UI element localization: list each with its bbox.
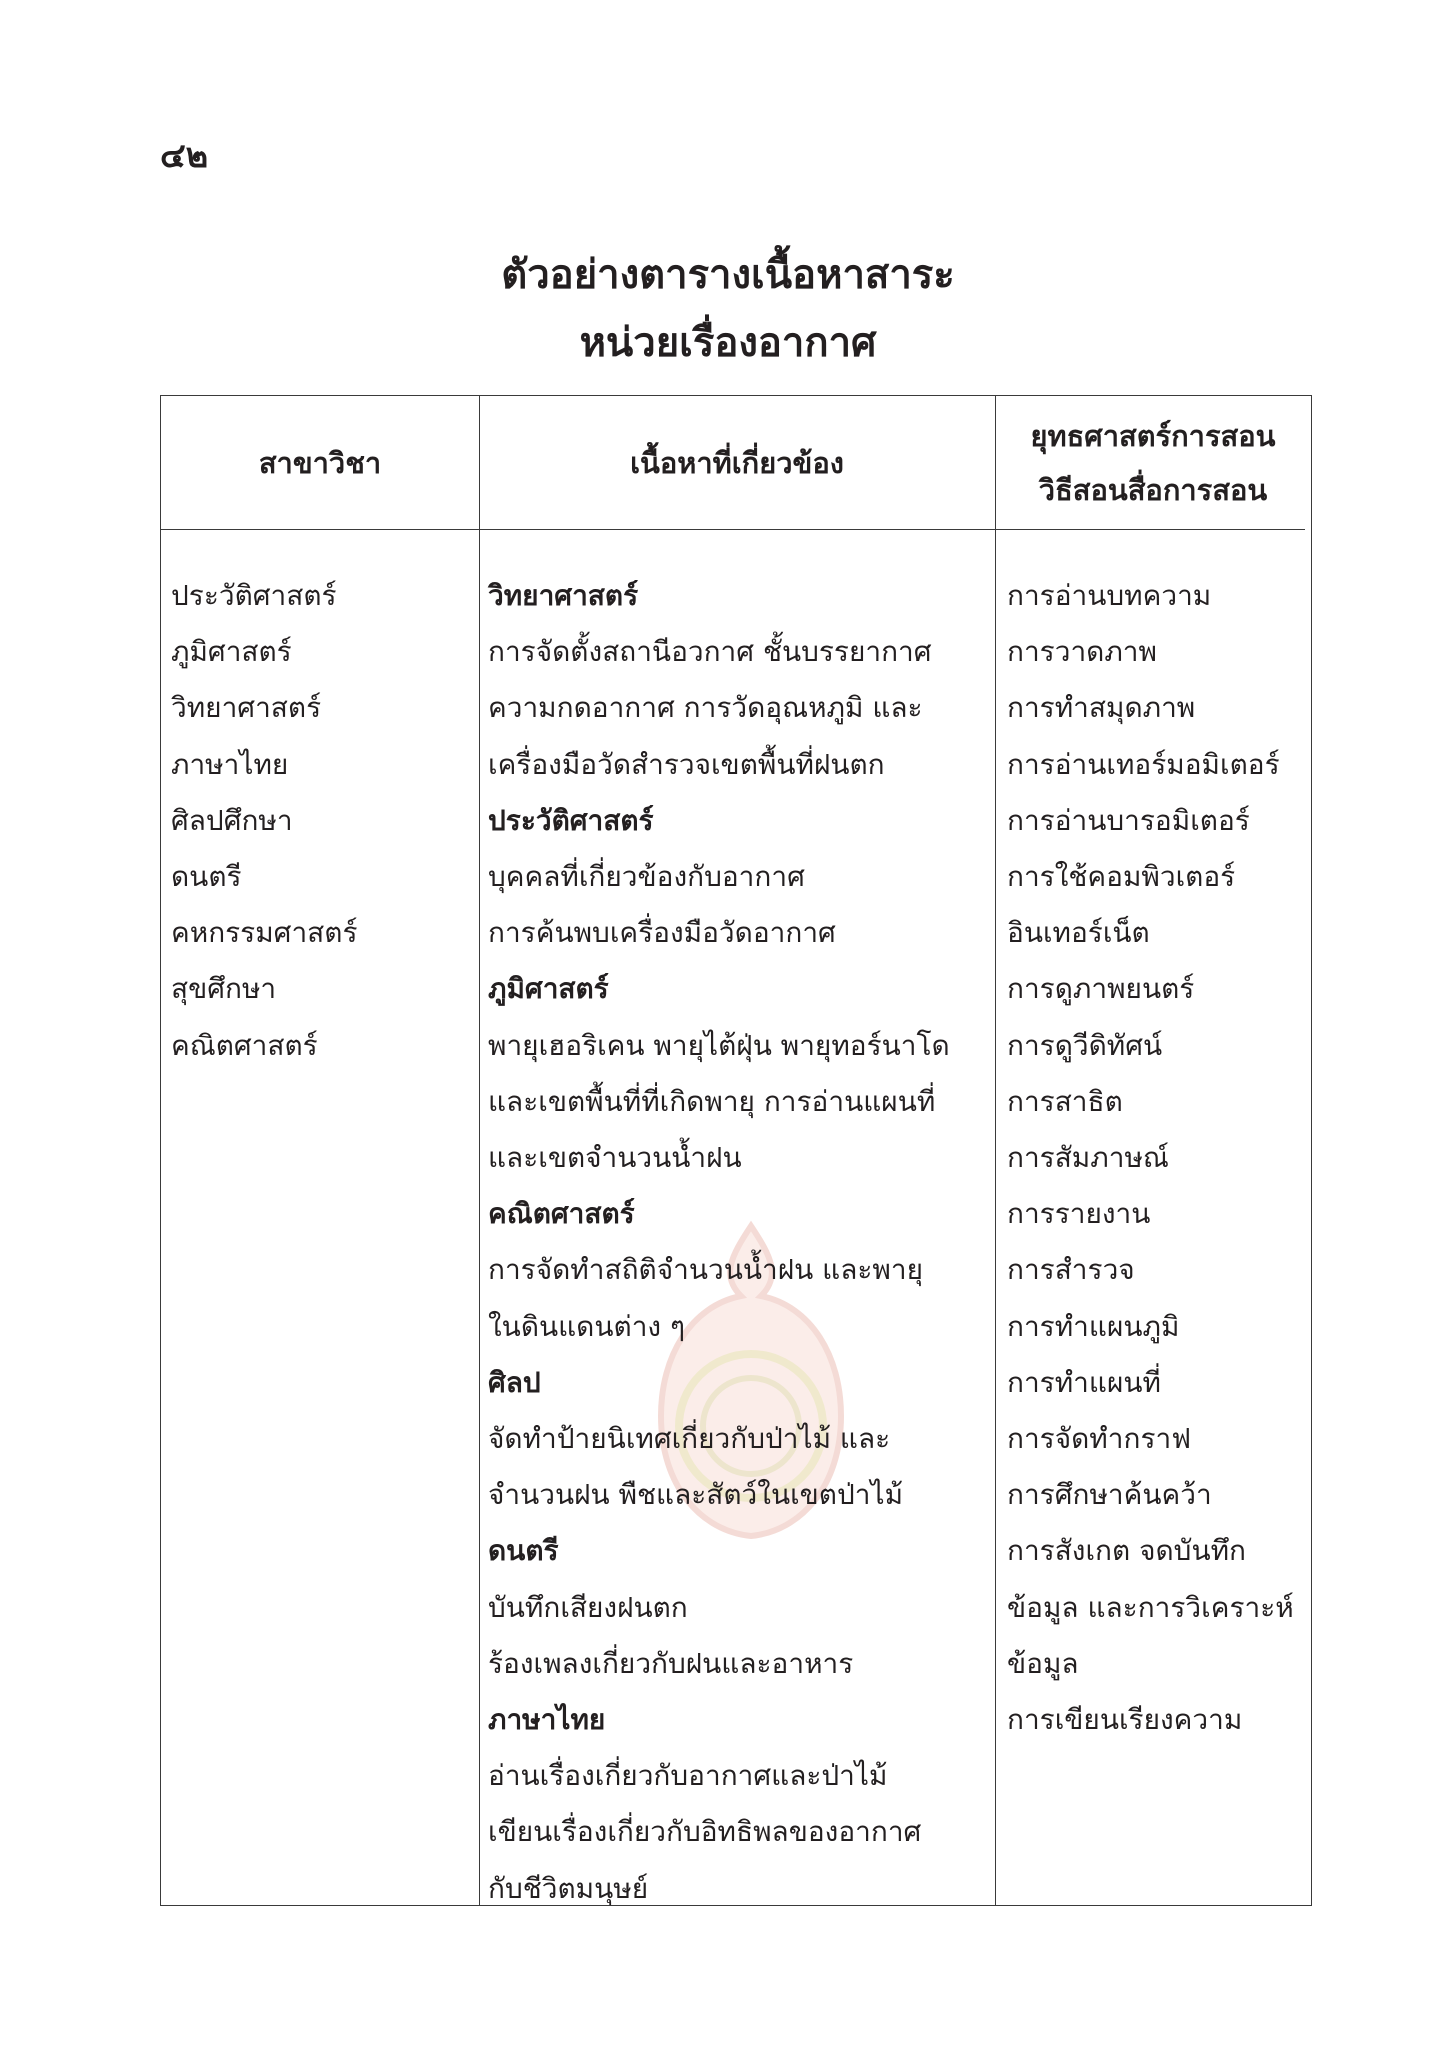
subject-item: ภาษาไทย: [171, 747, 289, 781]
subject-item: วิทยาศาสตร์: [171, 691, 322, 725]
strategy-item: การดูวีดิทัศน์: [1007, 1028, 1163, 1062]
strategy-item: อินเทอร์เน็ต: [1007, 916, 1150, 950]
header-divider: [161, 529, 1305, 530]
header-strategy-line1: ยุทธศาสตร์การสอน: [1030, 418, 1276, 453]
content-heading: ภูมิศาสตร์: [488, 972, 609, 1006]
content-heading: ประวัติศาสตร์: [488, 803, 654, 837]
strategy-item: การศึกษาค้นคว้า: [1007, 1478, 1212, 1512]
subject-item: คหกรรมศาสตร์: [171, 916, 358, 950]
column-divider: [995, 396, 996, 1905]
strategy-item: การจัดทำกราฟ: [1007, 1422, 1192, 1456]
content-line: พายุเฮอริเคน พายุไต้ฝุ่น พายุทอร์นาโด: [488, 1028, 950, 1062]
header-subject-label: สาขาวิชา: [258, 445, 382, 480]
strategy-item: การสาธิต: [1007, 1084, 1123, 1118]
content-line: และเขตจำนวนน้ำฝน: [488, 1141, 742, 1175]
page-number: ๔๒: [160, 136, 209, 176]
strategy-item: การสังเกต จดบันทึก: [1007, 1534, 1246, 1568]
content-heading: ภาษาไทย: [488, 1703, 606, 1737]
header-content: [479, 396, 995, 529]
content-heading: ศิลป: [488, 1365, 541, 1399]
content-line: ความกดอากาศ การวัดอุณหภูมิ และ: [488, 691, 923, 725]
subject-item: คณิตศาสตร์: [171, 1028, 318, 1062]
content-line: จัดทำป้ายนิเทศเกี่ยวกับป่าไม้ และ: [488, 1422, 891, 1456]
strategy-item: การสำรวจ: [1007, 1253, 1135, 1287]
content-line: บันทึกเสียงฝนตก: [488, 1590, 688, 1624]
subject-item: ประวัติศาสตร์: [171, 579, 337, 612]
strategy-item: การดูภาพยนตร์: [1007, 972, 1195, 1006]
content-line: และเขตพื้นที่ที่เกิดพายุ การอ่านแผนที่: [488, 1084, 936, 1118]
strategy-item: การอ่านเทอร์มอมิเตอร์: [1007, 747, 1280, 781]
content-heading: วิทยาศาสตร์: [488, 579, 639, 612]
content-heading: ดนตรี: [488, 1534, 559, 1568]
strategy-item: การทำสมุดภาพ: [1007, 691, 1196, 725]
strategy-item: การใช้คอมพิวเตอร์: [1007, 860, 1236, 894]
strategy-item: การอ่านบารอมิเตอร์: [1007, 803, 1250, 837]
content-line: เขียนเรื่องเกี่ยวกับอิทธิพลของอากาศ: [488, 1815, 922, 1849]
header-strategy-line2: วิธีสอนสื่อการสอน: [1038, 472, 1268, 507]
subject-column: [171, 568, 357, 1074]
subject-item: ดนตรี: [171, 860, 242, 894]
column-divider: [479, 396, 480, 1905]
content-line: ในดินแดนต่าง ๆ: [488, 1309, 686, 1343]
content-line: จำนวนฝน พืชและสัตว์ในเขตป่าไม้: [488, 1478, 904, 1512]
strategy-item: การทำแผนที่: [1007, 1365, 1161, 1399]
header-strategy: [995, 396, 1311, 529]
content-line: บุคคลที่เกี่ยวข้องกับอากาศ: [488, 860, 805, 894]
strategy-item: การเขียนเรียงความ: [1007, 1703, 1243, 1737]
content-line: อ่านเรื่องเกี่ยวกับอากาศและป่าไม้: [488, 1759, 888, 1793]
content-column: [488, 568, 950, 1917]
content-line: กับชีวิตมนุษย์: [488, 1871, 649, 1905]
content-line: การจัดทำสถิติจำนวนน้ำฝน และพายุ: [488, 1253, 923, 1287]
strategy-column: [1007, 568, 1294, 1748]
strategy-item: การอ่านบทความ: [1007, 579, 1212, 612]
strategy-item: การสัมภาษณ์: [1007, 1141, 1169, 1175]
page-title: ตัวอย่างตารางเนื้อหาสาระ: [501, 252, 955, 298]
subject-item: ศิลปศึกษา: [171, 803, 293, 837]
header-content-label: เนื้อหาที่เกี่ยวข้อง: [630, 445, 844, 480]
strategy-item: ข้อมูล: [1007, 1646, 1079, 1680]
strategy-item: การรายงาน: [1007, 1197, 1151, 1231]
strategy-item: การทำแผนภูมิ: [1007, 1309, 1180, 1343]
content-heading: คณิตศาสตร์: [488, 1197, 635, 1231]
strategy-item: ข้อมูล และการวิเคราะห์: [1007, 1590, 1294, 1624]
content-table: [160, 395, 1312, 1906]
strategy-item: การวาดภาพ: [1007, 635, 1157, 669]
content-line: การค้นพบเครื่องมือวัดอากาศ: [488, 916, 836, 950]
header-subject: [161, 396, 479, 529]
subject-item: สุขศึกษา: [171, 972, 277, 1006]
content-line: เครื่องมือวัดสำรวจเขตพื้นที่ฝนตก: [488, 747, 885, 781]
content-line: การจัดตั้งสถานีอวกาศ ชั้นบรรยากาศ: [488, 635, 932, 669]
content-line: ร้องเพลงเกี่ยวกับฝนและอาหาร: [488, 1646, 854, 1680]
subject-item: ภูมิศาสตร์: [171, 635, 292, 669]
page-subtitle: หน่วยเรื่องอากาศ: [579, 320, 877, 366]
